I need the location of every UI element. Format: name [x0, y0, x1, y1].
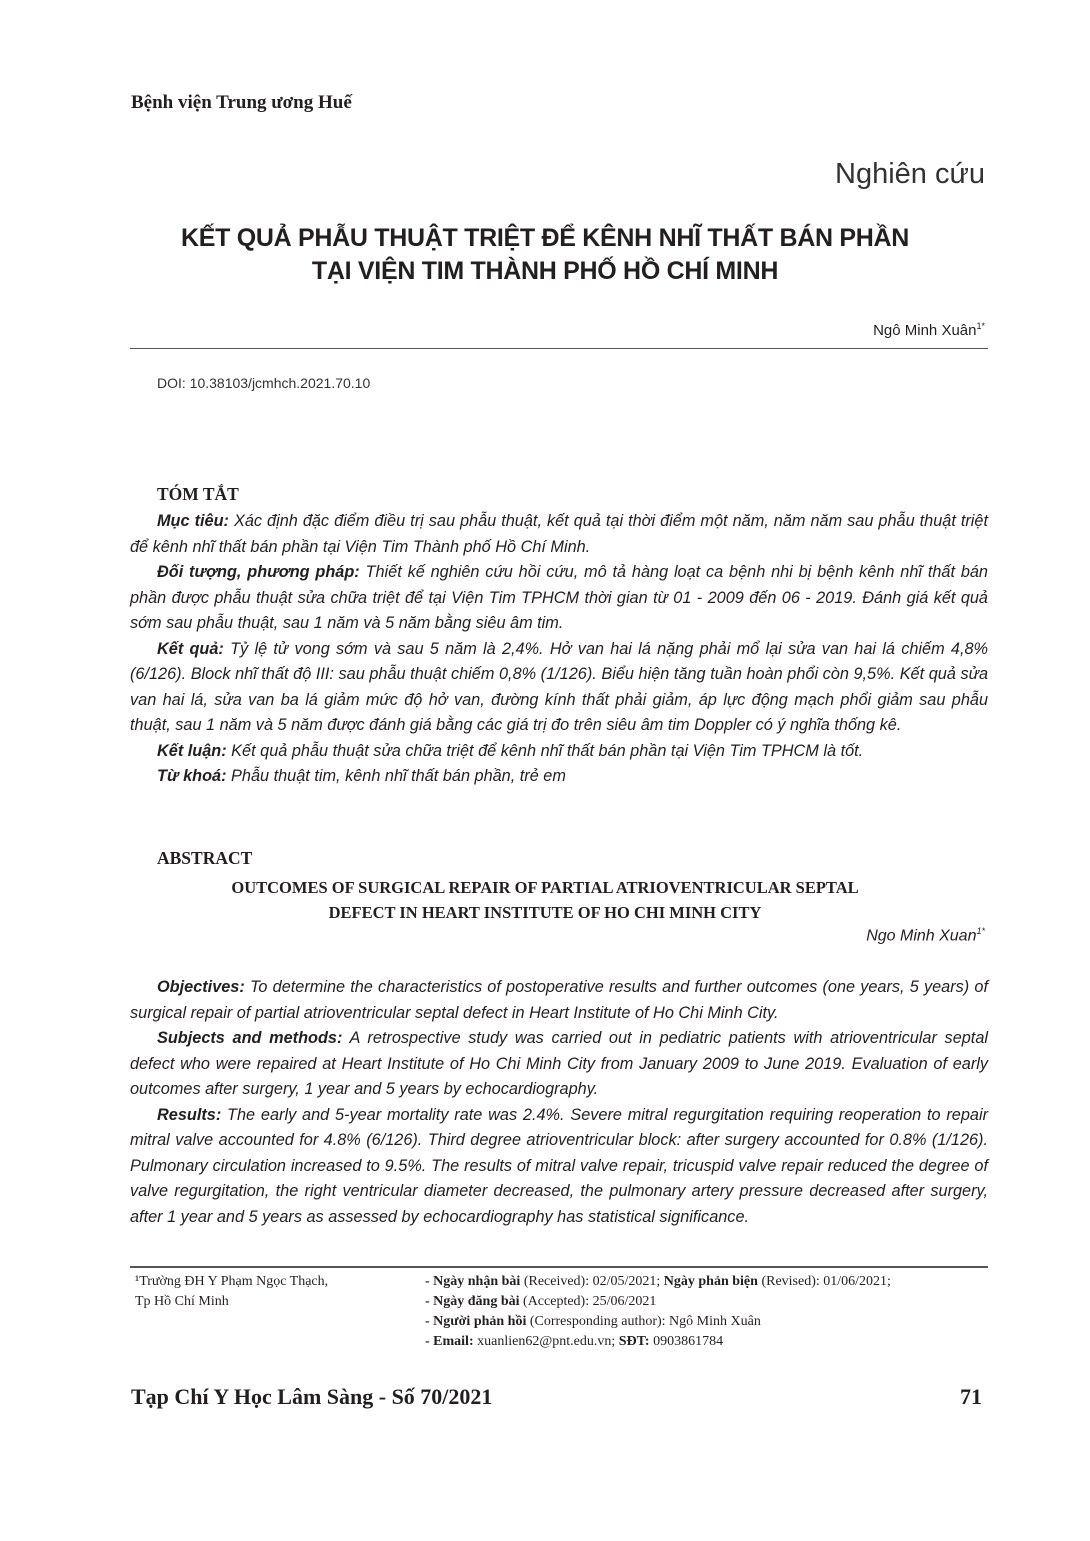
- info-value: (Accepted): 25/06/2021: [519, 1294, 657, 1309]
- footnote-divider: [130, 1266, 988, 1268]
- author-en: [866, 926, 985, 945]
- page-number: 71: [960, 1384, 982, 1409]
- author-name: Ngo Minh Xuan: [866, 927, 977, 945]
- abstract-heading: ABSTRACT: [157, 848, 253, 868]
- paragraph: [130, 975, 988, 1026]
- info-label: - Người phản hồi: [425, 1314, 527, 1329]
- para-text: Phẫu thuật tim, kênh nhĩ thất bán phần, trẻ em: [226, 767, 566, 785]
- para-label: Từ khoá:: [157, 767, 227, 785]
- info-value: (Received): 02/05/2021;: [520, 1274, 664, 1289]
- article-info: [425, 1272, 995, 1352]
- article-info-line: [425, 1272, 995, 1292]
- paragraph: [130, 509, 988, 560]
- para-text: Tỷ lệ tử vong sớm và sau 5 năm là 2,4%. Hở van hai lá nặng phải mổ lại sửa van hai lá chiếm 4,8% (6/126). Block nhĩ thất độ III: sau phẫu thuật chiếm 0,8% (1/126). Biểu hiện tăng tuần hoàn phổi còn 9,5%. Kết quả sửa van hai lá, sửa van ba lá giảm mức độ hở van, đường kính thất phải giảm, áp lực động mạch phổi giảm sau phẫu thuật, sau 1 năm và 5 năm được đánh giá bằng các giá trị đo trên siêu âm tim Doppler có ý nghĩa thống kê.: [130, 639, 989, 734]
- para-text: The early and 5-year mortality rate was 2.4%. Severe mitral regurgitation requiring reoperation to repair mitral valve accounted for 4.8% (6/126). Third degree atrioventricular block: after surgery accounted for 0.8% (1/126). Pulmonary circulation increased to 9.5%. The results of mitral valve repair, tricuspid valve repair reduced the degree of valve regurgitation, the right ventricular diameter decreased, the pulmonary artery pressure decreased after surgery, after 1 year and 5 years as assessed by echocardiography has statistical significance.: [130, 1105, 988, 1226]
- tomtat-heading: TÓM TẮT: [157, 484, 239, 504]
- author-name: Ngô Minh Xuân: [873, 322, 977, 339]
- article-info-line: [425, 1292, 995, 1312]
- article-title-en: [100, 875, 990, 925]
- title-line: TẠI VIỆN TIM THÀNH PHỐ HỒ CHÍ MINH: [311, 257, 779, 285]
- journal-footer: Tạp Chí Y Học Lâm Sàng - Số 70/2021: [131, 1384, 493, 1409]
- info-label: - Ngày đăng bài: [425, 1294, 520, 1309]
- title-line: DEFECT IN HEART INSTITUTE OF HO CHI MINH CITY: [328, 903, 762, 922]
- info-label: SĐT:: [618, 1334, 650, 1349]
- article-info-line: [425, 1332, 995, 1352]
- hospital-header: Bệnh viện Trung ương Huế: [131, 92, 352, 113]
- article-info-line: [425, 1312, 995, 1332]
- author-sup: 1*: [976, 321, 985, 331]
- paragraph: [130, 1103, 988, 1231]
- para-text: To determine the characteristics of postoperative results and further outcomes (one years, 5 years) of surgical repair of partial atrioventricular septal defect in Heart Institute of Ho Chi Minh City.: [130, 978, 988, 1022]
- para-text: Thiết kế nghiên cứu hồi cứu, mô tả hàng loạt ca bệnh nhi bị bệnh kênh nhĩ thất bán phần được phẫu thuật sửa chữa triệt để tại Viện Tim TPHCM thời gian từ 01 - 2009 đến 06 - 2019. Đánh giá kết quả sớm sau phẫu thuật, sau 1 năm và 5 năm bằng siêu âm tim.: [130, 563, 988, 632]
- paragraph: [130, 739, 988, 765]
- doi: DOI: 10.38103/jcmhch.2021.70.10: [157, 375, 371, 391]
- paragraph: [130, 637, 988, 739]
- para-text: A retrospective study was carried out in pediatric patients with atrioventricular septal defect who were repaired at Heart Institute of Ho Chi Minh City from January 2009 to June 2019. Evaluation of early outcomes after surgery, 1 year and 5 years by echocardiography.: [130, 1029, 989, 1098]
- abstract-body: [130, 975, 988, 1230]
- info-label: Ngày phản biện: [663, 1274, 758, 1289]
- paragraph: [130, 1026, 988, 1103]
- info-label: - Ngày nhận bài: [425, 1274, 521, 1289]
- tomtat-body: [130, 509, 988, 790]
- info-value: (Revised): 01/06/2021;: [757, 1274, 891, 1289]
- para-label: Subjects and methods:: [157, 1029, 343, 1047]
- section-label: Nghiên cứu: [835, 158, 985, 190]
- para-text: Kết quả phẫu thuật sửa chữa triệt để kênh nhĩ thất bán phần tại Viện Tim TPHCM là tốt.: [226, 741, 864, 760]
- author: [873, 321, 985, 339]
- para-label: Kết quả:: [157, 639, 224, 658]
- info-label: - Email:: [425, 1334, 474, 1349]
- info-value: (Corresponding author): Ngô Minh Xuân: [526, 1314, 761, 1329]
- para-label: Đối tượng, phương pháp:: [157, 563, 360, 581]
- info-value: xuanlien62@pnt.edu.vn;: [473, 1334, 619, 1349]
- article-title-vi: [100, 222, 990, 288]
- para-label: Mục tiêu:: [157, 512, 229, 530]
- para-label: Objectives:: [157, 978, 245, 996]
- title-line: KẾT QUẢ PHẪU THUẬT TRIỆT ĐỂ KÊNH NHĨ THẤT BÁN PHẦN: [180, 224, 910, 252]
- author-sup: 1*: [976, 926, 985, 936]
- affiliation-line: Tp Hồ Chí Minh: [135, 1294, 229, 1309]
- affiliation: [135, 1272, 395, 1312]
- affiliation-line: ¹Trường ĐH Y Phạm Ngọc Thạch,: [135, 1274, 329, 1289]
- divider: [130, 348, 988, 349]
- paragraph: [130, 560, 988, 637]
- title-line: OUTCOMES OF SURGICAL REPAIR OF PARTIAL ATRIOVENTRICULAR SEPTAL: [231, 878, 859, 897]
- info-value: 0903861784: [649, 1334, 724, 1349]
- para-label: Results:: [157, 1105, 222, 1124]
- para-label: Kết luận:: [157, 741, 227, 760]
- para-text: Xác định đặc điểm điều trị sau phẫu thuật, kết quả tại thời điểm một năm, năm năm sau phẫu thuật triệt để kênh nhĩ thất bán phần tại Viện Tim Thành phố Hồ Chí Minh.: [130, 512, 989, 556]
- paragraph: [130, 764, 988, 790]
